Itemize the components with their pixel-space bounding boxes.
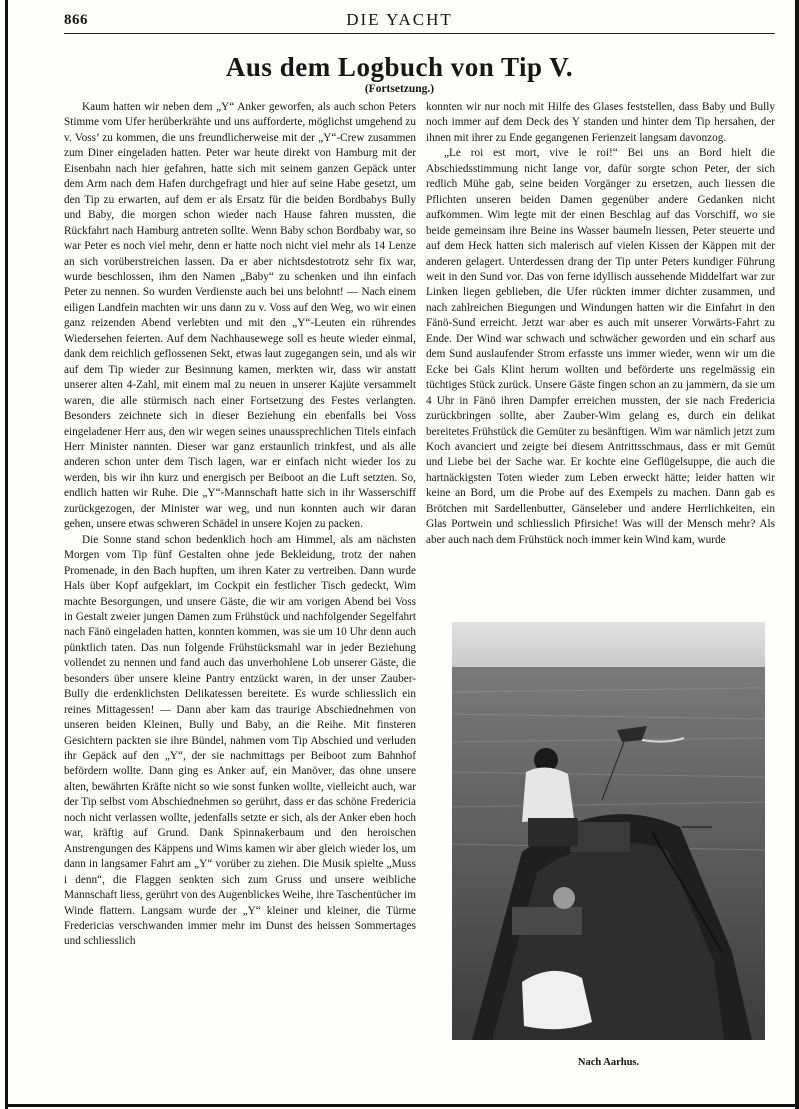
photo-illustration [452,622,765,1040]
scan-border-bottom [5,1104,795,1107]
paragraph: Kaum hatten wir neben dem „Y“ Anker geworfen, als auch schon Peters Stimme vom Ufer herüberkrähte und uns aufforderte, möglichst umgehend zu v. Voss’ zu kommen, die uns freundlicherweise mit der „Y“-Crew zusammen zum Diner eingeladen hatten. Peter war heute direkt von Hamburg mit der Eisenbahn nach hier gefahren, hatte sich mit seinem ganzen Gepäck unter dem Arm nach dem Hafen durchgefragt und hier auf seine Habe gesetzt, um den Tip zu erwarten, auf dem er als Ersatz für die beiden Bordbabys Bully und Baby, die morgen schon wieder nach Hause fahren mussten, die Rückfahrt nach Hamburg antreten sollte. Wenn Baby schon Bordbaby war, so war Peter es noch viel mehr, denn er hatte noch nicht viel mehr als 14 Lenze an sich vorüberstreichen lassen. Da er aber nichtsdestotrotz sehr fix war, wurde beschlossen, ihm den Namen „Baby“ zu schenken und ihn einfach Peter zu nennen. So wurden Verdienste auch bei uns belohnt! — Nach einem eiligen Landfein machten wir uns dann zu v. Voss auf den Weg, wo wir einen ganz reizenden Abend verlebten und mit den „Y“-Leuten ein rührendes Wiedersehen feierten. Auf dem Nachhausewege soll es heute wieder einmal, dank dem reichlich geflossenen Sekt, etwas laut zugegangen sein, und als wir auf dem Tip wieder zur Besinnung kamen, merkten wir, dass wir anstatt unserer alten 4-Zahl, mit einem mal zu neuen in unserer Kajüte versammelt waren, die alle stürmisch nach einer Fortsetzung des Festes verlangten. Besonders zeichnete sich in dieser Beziehung ein ebenfalls bei Voss eingeladener Herr aus, den wir wegen seines unaussprechlichen Titels einfach Herr Minister nannten. Dieser war ganz erstaunlich trinkfest, und als alle anderen schon unter dem Tisch lagen, war er einfach nicht wieder los zu werden, bis wir ihn kurz und energisch per Beiboot an die Luft setzten. So, endlich hatten wir Ruhe. Die „Y“-Mannschaft hatte sich in ihr Wasserschiff zurückgezogen, der Minister war weg, und nun konnten auch wir daran gehen, unsere etwas schweren Schädel in unsere Kojen zu packen. [64,101,416,531]
right-column [426,100,775,606]
boat-photograph [452,622,765,1040]
paragraph: Die Sonne stand schon bedenklich hoch am Himmel, als am nächsten Morgen vom Tip fünf Gestalten ohne jede Bekleidung, trotz der nahen Promenade, in den Bach hupften, um ihren Kater zu vertreiben. Dann wurde Hals über Kopf aufgeklart, im Cockpit ein festlicher Tisch gedeckt, Wim machte Besorgungen, und unsere Gäste, die wir am vorigen Abend bei Voss in Gestalt zweier jungen Damen zum Frühstück und nachfolgender Segelfahrt nach Fänö eingeladen hatten, konnten kommen, was sie um 10 Uhr denn auch pünktlich taten. Das nun folgende Frühstücksmahl war in jeder Beziehung vollendet zu nennen und fand auch das unverhohlene Lob unserer Gäste, die besonders über unsere kleine Pantry entzückt waren, in der unser Zauber-Bully die erdenklichsten Delikatessen bereitete. Es wurde schliesslich ein reines Mittagessen! — Dann aber kam das traurige Abschiednehmen von unseren beiden Kleinen, Bully und Baby, an die Reihe. Mit finsteren Gesichtern packten sie ihre Bündel, nahmen vom Tip Abschied und verluden ihr Gepäck auf den „Y“, der sie nachmittags per Beiboot zum Bahnhof befördern wollte. Dann ging es Anker auf, ein Manöver, das ohne unsere alten, bewährten Kräfte nicht so wie sonst funken wollte, vielleicht auch, war der Tip selbst vom Abschiednehmen so gerührt, dass er das schöne Fredericia noch nicht verlassen wollte, jedenfalls setzte er sich, als der Anker eben hoch war, kräftig auf Grund. Dank Spinnakerbaum und den heroischen Anstrengungen des Käppens und Wims kamen wir aber gleich wieder los, um dann in langsamer Fahrt am „Y“ vorüber zu ziehen. Die Musik spielte „Muss i denn“, die Flaggen senkten sich zum Gruss und unsere weibliche Mannschaft liess, gerührt von des Augenblickes Weihe, ihre Taschentücher im Winde flattern. Langsam wurde der „Y“ kleiner und kleiner, die Türme Fredericias verschwanden immer mehr im Dunst des heissen Sommertages und schliesslich [64,533,416,948]
paragraph: „Le roi est mort, vive le roi!“ Bei uns an Bord hielt die Abschiedsstimmung nicht lange vor, dafür sorgte schon Peter, der sich redlich Mühe gab, seine beiden Vorgänger zu ersetzen, auch liessen die Pflichten unseren beiden Damen gegenüber andere Gedanken nicht aufkommen. Wim legte mit der einen Beschlag auf das Vorschiff, wo sie beide gemeinsam ihre Beine ins Wasser baumeln liessen, Peter steuerte und auf dem Heck hatten sich malerisch auf vielen Kissen der Käppen mit der anderen gelagert. Unterdessen drang der Tip unter Peters kundiger Führung weit in den Sund vor. Das von ferne idyllisch aussehende Middelfart war zur Linken liegen geblieben, die Ufer rückten immer dichter zusammen, und nach zahlreichen Biegungen und Windungen hatten wir die Einfahrt in den Fänö-Sund erreicht. Jetzt war aber es auch mit unserer Vorwärts-Fahrt zu Ende. Der Wind war schwach und schwächer geworden und ein scharf aus dem Sund auslaufender Strom erfasste uns immer wieder, wenn wir um die Ecke bei Gals Klint herum wollten und beförderte uns regelmässig ein tüchtiges Stück zurück. Unsere Gäste fingen schon an zu jammern, da sie um 4 Uhr in Fänö ihren Dampfer erreichen mussten, der sie nach Fredericia zurückbringen sollte, aber Zauber-Wim gelang es, durch ein delikat bereitetes Frühstück die Gemüter zu besänftigen. Wim war nämlich jetzt zum Koch avanciert und zeigte bei diesem Antrittsschmaus, dass er mit Gemüt und Liebe bei der Sache war. Er kochte eine Geflügelsuppe, die auch die hartnäckigsten Toten wieder zum Leben erweckt hätte; leider hatten wir keine an Bord, um die Probe auf des Exempels zu machen. Dann gab es Brötchen mit Sardellenbutter, Gänseleber und andere Herrlichkeiten, ein Glas Portwein und schliesslich Pfirsiche! Was will der Mensch mehr? Als aber auch nach dem Frühstück noch immer kein Wind kam, wurde [426,147,775,546]
photo-caption: Nach Aarhus. [577,1057,640,1068]
header-rule [64,33,775,34]
paragraph: konnten wir nur noch mit Hilfe des Glases feststellen, dass Baby und Bully noch immer auf dem Deck des Y standen und hinter dem Tip hersahen, der ihnen mit ihrer zu Ende gegangenen Ferienzeit langsam davonzog. [426,101,775,144]
article-subtitle: (Fortsetzung.) [364,83,435,95]
scan-border-right [795,0,799,1109]
left-column [64,100,416,1075]
scan-border-left [5,0,8,1109]
page-number: 866 [64,12,88,28]
article-title: Aus dem Logbuch von Tip V. [225,52,574,82]
running-title: DIE YACHT [346,10,453,29]
